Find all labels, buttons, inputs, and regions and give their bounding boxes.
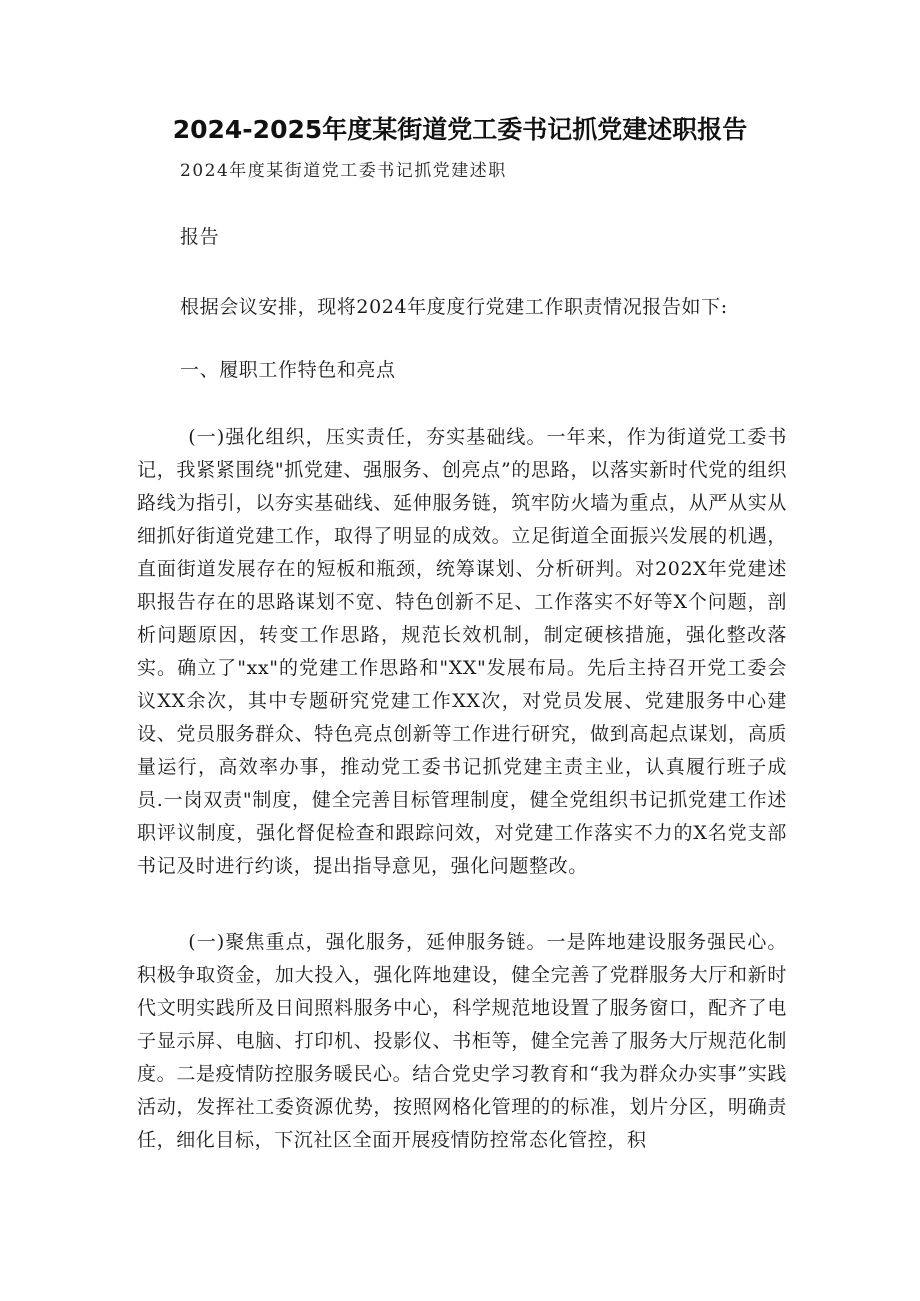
document-subtitle: 2024年度某街道党工委书记抓党建述职 (180, 161, 507, 181)
section-heading: 一、履职工作特色和亮点 (180, 359, 396, 381)
document-title: 2024-2025年度某街道党工委书记抓党建述职报告 (172, 115, 748, 144)
body-paragraph-1: (一)强化组织，压实责任，夯实基础线。一年来，作为街道党工委书记，我紧紧围绕"抓党建、强服务、创亮点”的思路，以落实新时代党的组织路线为指引，以夯实基础线、延伸服务链，筑牢防火墙为重点，从严从实从细抓好街道党建工作，取得了明显的成效。立足街道全面振兴发展的机遇，直面街道发展存在的短板和瓶颈，统筹谋划、分析研判。对202X年党建述职报告存在的思路谋划不宽、特色创新不足、工作落实不好等X个问题，剖析问题原因，转变工作思路，规范长效机制，制定硬核措施，强化整改落实。确立了"xx"的党建工作思路和"XX"发展布局。先后主持召开党工委会议XX余次，其中专题研究党建工作XX次，对党员发展、党建服务中心建设、党员服务群众、特色亮点创新等工作进行研究，做到高起点谋划，高质量运行，高效率办事，推动党工委书记抓党建主责主业，认真履行班子成员.一岗双责"制度，健全完善目标管理制度，健全党组织书记抓党建工作述职评议制度，强化督促检查和跟踪问效，对党建工作落实不力的X名党支部书记及时进行约谈，提出指导意见，强化问题整改。 (137, 426, 787, 877)
body-paragraph-2: (一)聚焦重点，强化服务，延伸服务链。一是阵地建设服务强民心。积极争取资金，加大投入，强化阵地建设，健全完善了党群服务大厅和新时代文明实践所及日间照料服务中心，科学规范地设置了服务窗口，配齐了电子显示屏、电脑、打印机、投影仪、书柜等，健全完善了服务大厅规范化制度。二是疫情防控服务暖民心。结合党史学习教育和“我为群众办实事”实践活动，发挥社工委资源优势，按照网格化管理的的标准，划片分区，明确责任，细化目标，下沉社区全面开展疫情防控常态化管控，积 (137, 931, 787, 1151)
intro-paragraph: 根据会议安排，现将2024年度度行党建工作职责情况报告如下: (180, 296, 728, 318)
subtitle-continuation: 报告 (180, 226, 220, 248)
